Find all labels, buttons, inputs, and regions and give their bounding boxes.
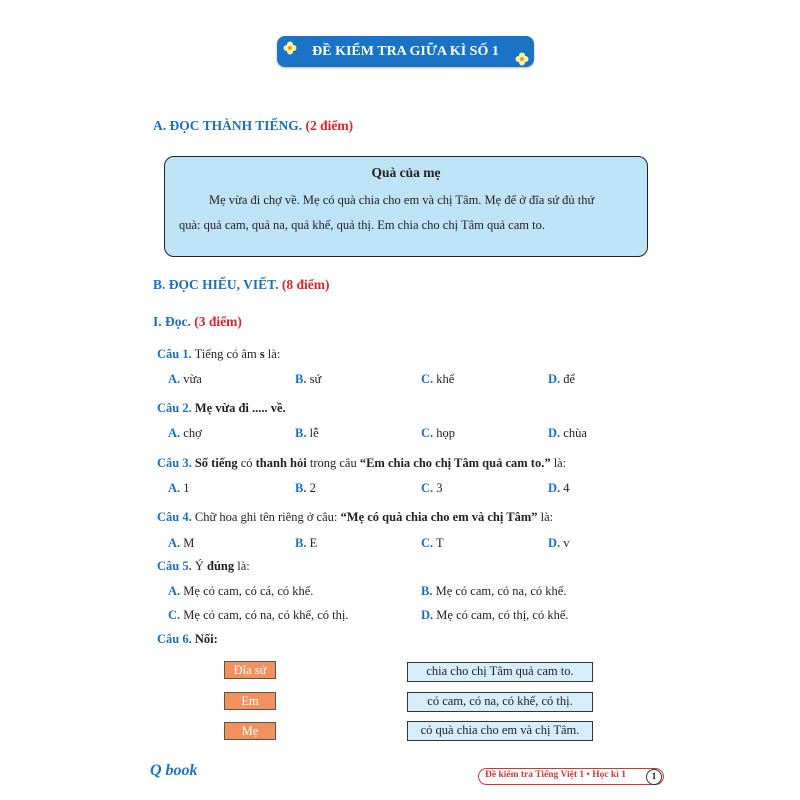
q3-option-b[interactable]: B. 2 bbox=[295, 481, 316, 495]
part-i-heading: I. Đọc. (3 điểm) bbox=[153, 314, 242, 329]
q5-option-a[interactable]: A. Mẹ có cam, có cá, có khế. bbox=[168, 584, 314, 598]
q4-option-d[interactable]: D. v bbox=[548, 536, 570, 550]
q1-option-c[interactable]: C. khế bbox=[421, 372, 455, 386]
question-2: Câu 2. Mẹ vừa đi ..... về. bbox=[157, 401, 286, 415]
q4-option-a[interactable]: A. M bbox=[168, 536, 195, 550]
footer-bar bbox=[478, 768, 664, 785]
question-5: Câu 5. Ý đúng là: bbox=[157, 559, 250, 573]
section-a-heading: A. ĐỌC THÀNH TIẾNG. (2 điểm) bbox=[153, 118, 354, 133]
match-right-2[interactable]: có cam, có na, có khế, có thị. bbox=[407, 692, 593, 712]
story-title: Quà của mẹ bbox=[371, 165, 441, 180]
q2-option-b[interactable]: B. lễ bbox=[295, 426, 319, 440]
page-number: 1 bbox=[646, 769, 662, 785]
q3-option-c[interactable]: C. 3 bbox=[421, 481, 443, 495]
reading-passage-box bbox=[164, 156, 648, 257]
question-1: Câu 1. Tiếng có âm s là: bbox=[157, 347, 281, 361]
match-right-3[interactable]: có quà chia cho em và chị Tâm. bbox=[407, 721, 593, 741]
q2-option-c[interactable]: C. họp bbox=[421, 426, 456, 440]
q1-option-a[interactable]: A. vừa bbox=[168, 372, 202, 386]
page-title: ĐỀ KIỂM TRA GIỮA KÌ SỐ 1 bbox=[312, 43, 499, 59]
q1-option-d[interactable]: D. để bbox=[548, 372, 576, 386]
page-title-banner bbox=[277, 36, 534, 67]
match-left-2[interactable]: Em bbox=[224, 692, 276, 710]
story-line-1: Mẹ vừa đi chợ về. Mẹ có quà chia cho em và chị Tâm. Mẹ để ở đĩa sứ đủ thứ bbox=[209, 193, 595, 207]
footer-text: Đề kiểm tra Tiếng Việt 1 • Học kì 1 bbox=[485, 770, 626, 780]
match-left-1[interactable]: Đĩa sứ bbox=[224, 661, 276, 679]
story-line-2: quà: quả cam, quả na, quả khế, quả thị. Em chia cho chị Tâm quả cam to. bbox=[179, 218, 545, 232]
match-right-1[interactable]: chia cho chị Tâm quả cam to. bbox=[407, 662, 593, 682]
question-3: Câu 3. Số tiếng có thanh hỏi trong câu “Em chia cho chị Tâm quả cam to.” là: bbox=[157, 456, 567, 470]
q4-option-b[interactable]: B. E bbox=[295, 536, 318, 550]
section-b-heading: B. ĐỌC HIỂU, VIẾT. (8 điểm) bbox=[153, 277, 330, 292]
match-left-3[interactable]: Mẹ bbox=[224, 722, 276, 740]
flower-icon bbox=[515, 52, 529, 66]
q3-option-a[interactable]: A. 1 bbox=[168, 481, 190, 495]
q5-option-d[interactable]: D. Mẹ có cam, có thị, có khế. bbox=[421, 608, 569, 622]
publisher-logo: Q book bbox=[150, 762, 198, 779]
q2-option-d[interactable]: D. chùa bbox=[548, 426, 587, 440]
q2-option-a[interactable]: A. chợ bbox=[168, 426, 202, 440]
q5-option-b[interactable]: B. Mẹ có cam, có na, có khế. bbox=[421, 584, 567, 598]
q1-option-b[interactable]: B. sứ bbox=[295, 372, 322, 386]
question-6: Câu 6. Nối: bbox=[157, 632, 218, 646]
q5-option-c[interactable]: C. Mẹ có cam, có na, có khế, có thị. bbox=[168, 608, 349, 622]
q3-option-d[interactable]: D. 4 bbox=[548, 481, 570, 495]
question-4: Câu 4. Chữ hoa ghi tên riêng ở câu: “Mẹ có quà chia cho em và chị Tâm” là: bbox=[157, 510, 554, 524]
flower-icon bbox=[283, 41, 297, 55]
q4-option-c[interactable]: C. T bbox=[421, 536, 444, 550]
